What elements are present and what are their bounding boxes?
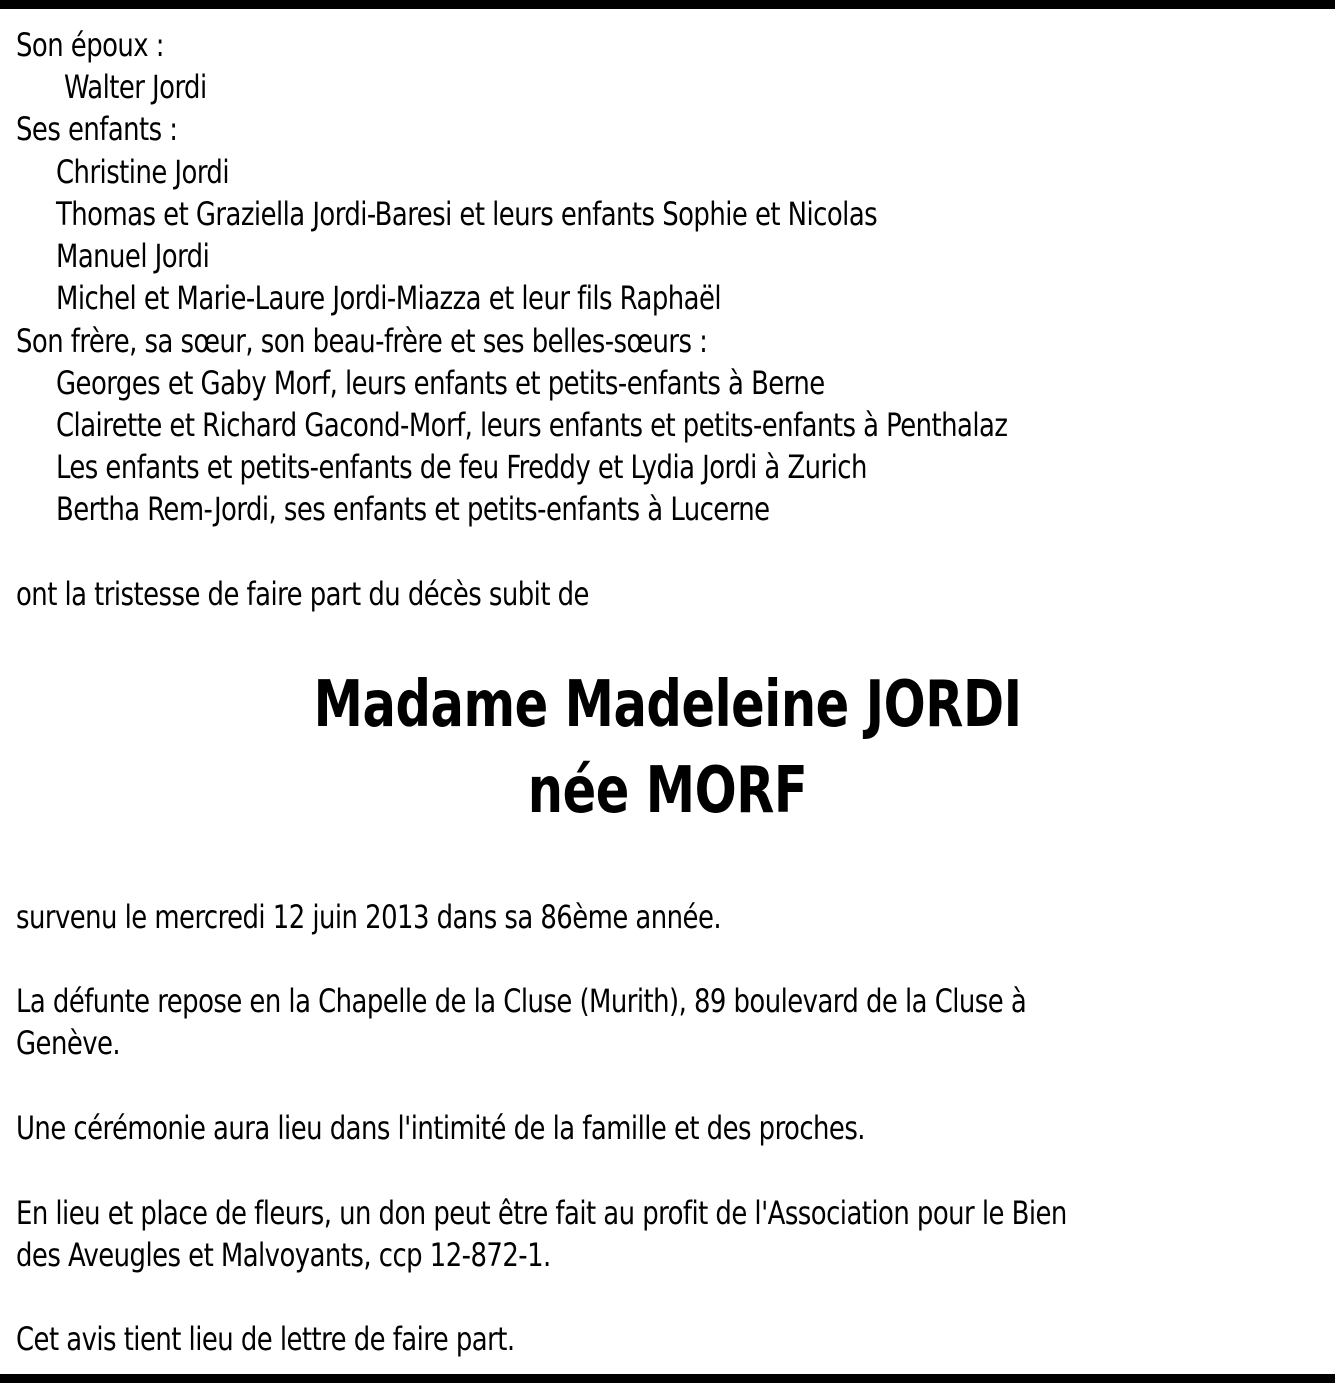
deceased-name: [0, 662, 1335, 748]
child-entry: Christine Jordi: [56, 153, 230, 191]
sibling-entry: Georges et Gaby Morf, leurs enfants et petits-enfants à Berne: [56, 364, 825, 402]
deceased-name-text: Madame Madeleine JORDI: [313, 668, 1022, 742]
deceased-maiden-text: née MORF: [527, 754, 808, 828]
spouse-name: Walter Jordi: [64, 68, 207, 106]
repose-text-cont: Genève.: [16, 1024, 121, 1062]
closing-text: Cet avis tient lieu de lettre de faire part.: [16, 1320, 515, 1358]
sibling-entry: Clairette et Richard Gacond-Morf, leurs enfants et petits-enfants à Penthalaz: [56, 406, 1008, 444]
donation-text: En lieu et place de fleurs, un don peut être fait au profit de l'Association pour le Bien: [16, 1194, 1067, 1232]
sibling-entry: Les enfants et petits-enfants de feu Freddy et Lydia Jordi à Zurich: [56, 448, 867, 486]
sibling-entry: Bertha Rem-Jordi, ses enfants et petits-enfants à Lucerne: [56, 490, 770, 528]
siblings-heading: Son frère, sa sœur, son beau-frère et ses belles-sœurs :: [16, 322, 708, 360]
top-border: [0, 0, 1335, 9]
ceremony-text: Une cérémonie aura lieu dans l'intimité de la famille et des proches.: [16, 1109, 865, 1147]
announcement-text: ont la tristesse de faire part du décès subit de: [16, 575, 589, 613]
spouse-heading: Son époux :: [16, 26, 164, 64]
repose-text: La défunte repose en la Chapelle de la Cluse (Murith), 89 boulevard de la Cluse à: [16, 982, 1027, 1020]
child-entry: Manuel Jordi: [56, 237, 210, 275]
children-heading: Ses enfants :: [16, 110, 178, 148]
death-date-text: survenu le mercredi 12 juin 2013 dans sa 86ème année.: [16, 898, 722, 936]
bottom-border: [0, 1374, 1335, 1383]
deceased-maiden-name: [0, 748, 1335, 834]
donation-text-cont: des Aveugles et Malvoyants, ccp 12-872-1.: [16, 1236, 551, 1274]
child-entry: Michel et Marie-Laure Jordi-Miazza et leur fils Raphaël: [56, 279, 722, 317]
child-entry: Thomas et Graziella Jordi-Baresi et leurs enfants Sophie et Nicolas: [56, 195, 878, 233]
